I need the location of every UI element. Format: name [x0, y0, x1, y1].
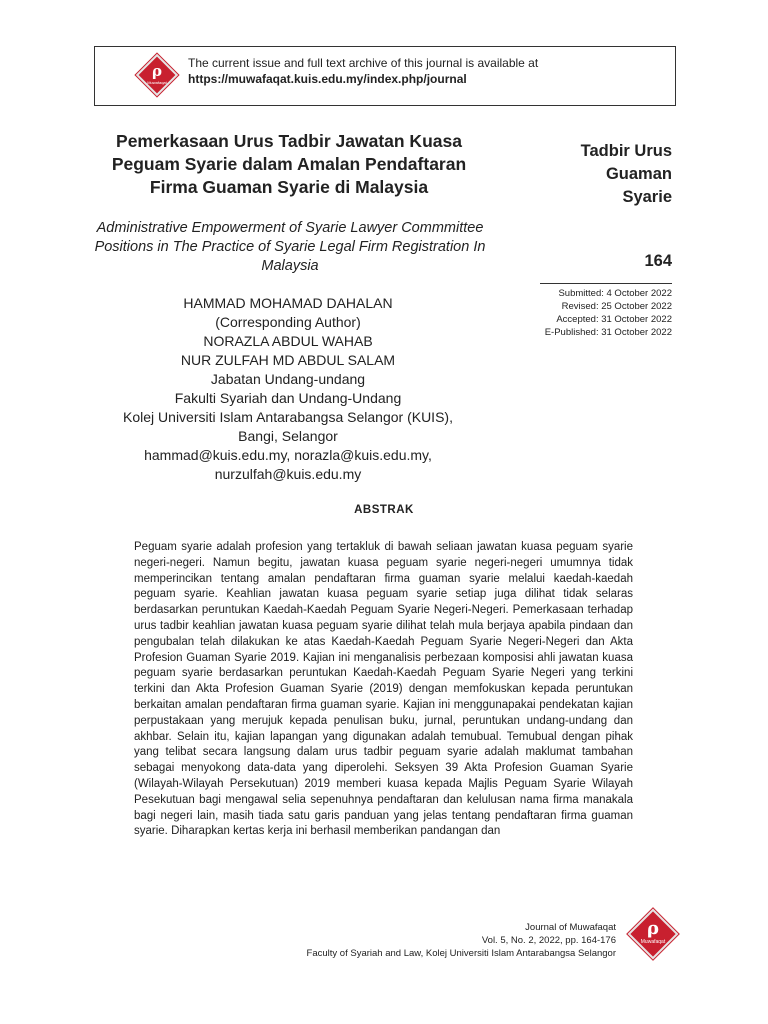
- article-title: Pemerkasaan Urus Tadbir Jawatan Kuasa Peguam Syarie dalam Amalan Pendaftaran Firma Guaman Syarie di Malaysia: [111, 131, 467, 197]
- page-number: 164: [644, 252, 672, 270]
- abstract-text: Peguam syarie adalah profesion yang tertakluk di bawah seliaan jawatan kuasa peguam syarie negeri-negeri. Namun begitu, jawatan kuasa peguam syarie negeri-negeri umumnya tidak memperincikan tentang amalan pendaftaran firma guaman syarie melalui kaedah-kaedah peguam syarie. Keahlian jawatan kuasa peguam syarie setiap juga dilihat tidak selaras berdasarkan peruntukan Kaedah-Kaedah Peguam Syarie Negeri-Negeri. Pemerkasaan terhadap urus tadbir keahlian jawatan kuasa peguam syarie dilihat telah mula berjaya apabila pindaan dan pengubalan telah dilakukan ke atas Kaedah-Kaedah Peguam Syarie Negeri-Negeri dan Akta Profesion Guaman Syarie 2019. Kajian ini menganalisis perbezaan komposisi ahli jawatan kuasa peguam syarie berdasarkan peruntukan Kaedah-Kaedah Peguam Syarie Negeri yang terkini terkini dan Akta Profesion Guaman Syarie (2019) dengan memfokuskan kepada peruntukan berkaitan amalan pendaftaran firma guaman syarie. Kajian ini menggunapakai pendekatan kajian perpustakaan yang merujuk kepada penulisan buku, jurnal, peruntukan undang-undang dan akhbar. Selain itu, kajian lapangan yang digunakan adalah temubual. Temubual dengan pihak yang telibat secara langsung dalam urus tadbir peguam syarie adalah maklumat tambahan sebagai menyokong data-data yang diperolehi. Seksyen 39 Akta Profesion Guaman Syarie (Wilayah-Wilayah Persekutuan) 2019 memberi kuasa kepada Majlis Peguam Syarie Wilayah Pesekutuan bagi mengawal selia sepenuhnya pendaftaran dan kelulusan nama firma manakala bagi negeri lain, masih tiada satu garis panduan yang jelas tentang pendaftaran firma guaman syarie. Diharapkan kertas kerja ini berhasil memberikan pandangan dan: [134, 541, 633, 838]
- journal-url-link[interactable]: https://muwafaqat.kuis.edu.my/index.php/journal: [188, 72, 467, 86]
- archive-notice: The current issue and full text archive of this journal is available at: [188, 56, 539, 70]
- author-name: HAMMAD MOHAMAD DAHALAN: [183, 295, 393, 311]
- footer-affiliation: Faculty of Syariah and Law, Kolej Universiti Islam Antarabangsa Selangor: [306, 948, 616, 959]
- footer-logo: [624, 905, 682, 963]
- page-footer: [258, 921, 616, 960]
- footer-volume: Vol. 5, No. 2, 2022, pp. 164-176: [481, 935, 616, 946]
- author-emails: hammad@kuis.edu.my, norazla@kuis.edu.my,: [144, 447, 432, 463]
- article-subtitle: Administrative Empowerment of Syarie Lawyer Commmittee Positions in The Practice of Syarie Legal Firm Registration In Malaysia: [94, 220, 486, 274]
- notice-text-block: [188, 55, 538, 87]
- faculty: Fakulti Syariah dan Undang-Undang: [174, 390, 402, 406]
- publication-dates: [500, 287, 672, 339]
- abstract-heading: ABSTRAK: [354, 504, 414, 516]
- department: Jabatan Undang-undang: [210, 371, 366, 387]
- date-accepted: Accepted: 31 October 2022: [556, 314, 672, 325]
- author-emails: nurzulfah@kuis.edu.my: [214, 466, 362, 482]
- date-submitted: Submitted: 4 October 2022: [558, 288, 672, 299]
- journal-notice-box: [94, 46, 676, 106]
- logo-text: Muwafaqat: [147, 80, 167, 85]
- date-published: E-Published: 31 October 2022: [544, 327, 672, 338]
- journal-logo: [133, 51, 181, 99]
- footer-journal: Journal of Muwafaqat: [525, 922, 616, 933]
- university: Kolej Universiti Islam Antarabangsa Selangor (KUIS),: [123, 409, 453, 425]
- running-title: Tadbir Urus Guaman Syarie: [580, 142, 672, 206]
- logo-mark-icon: ρ: [647, 918, 659, 939]
- author-role: (Corresponding Author): [215, 314, 361, 330]
- author-block: [88, 294, 488, 484]
- author-name: NUR ZULFAH MD ABDUL SALAM: [180, 352, 396, 368]
- author-name: NORAZLA ABDUL WAHAB: [203, 333, 373, 349]
- divider-rule: [540, 283, 672, 284]
- location: Bangi, Selangor: [238, 428, 338, 444]
- logo-mark-icon: ρ: [152, 62, 162, 80]
- logo-text: Muwafaqat: [640, 939, 666, 945]
- date-revised: Revised: 25 October 2022: [561, 301, 672, 312]
